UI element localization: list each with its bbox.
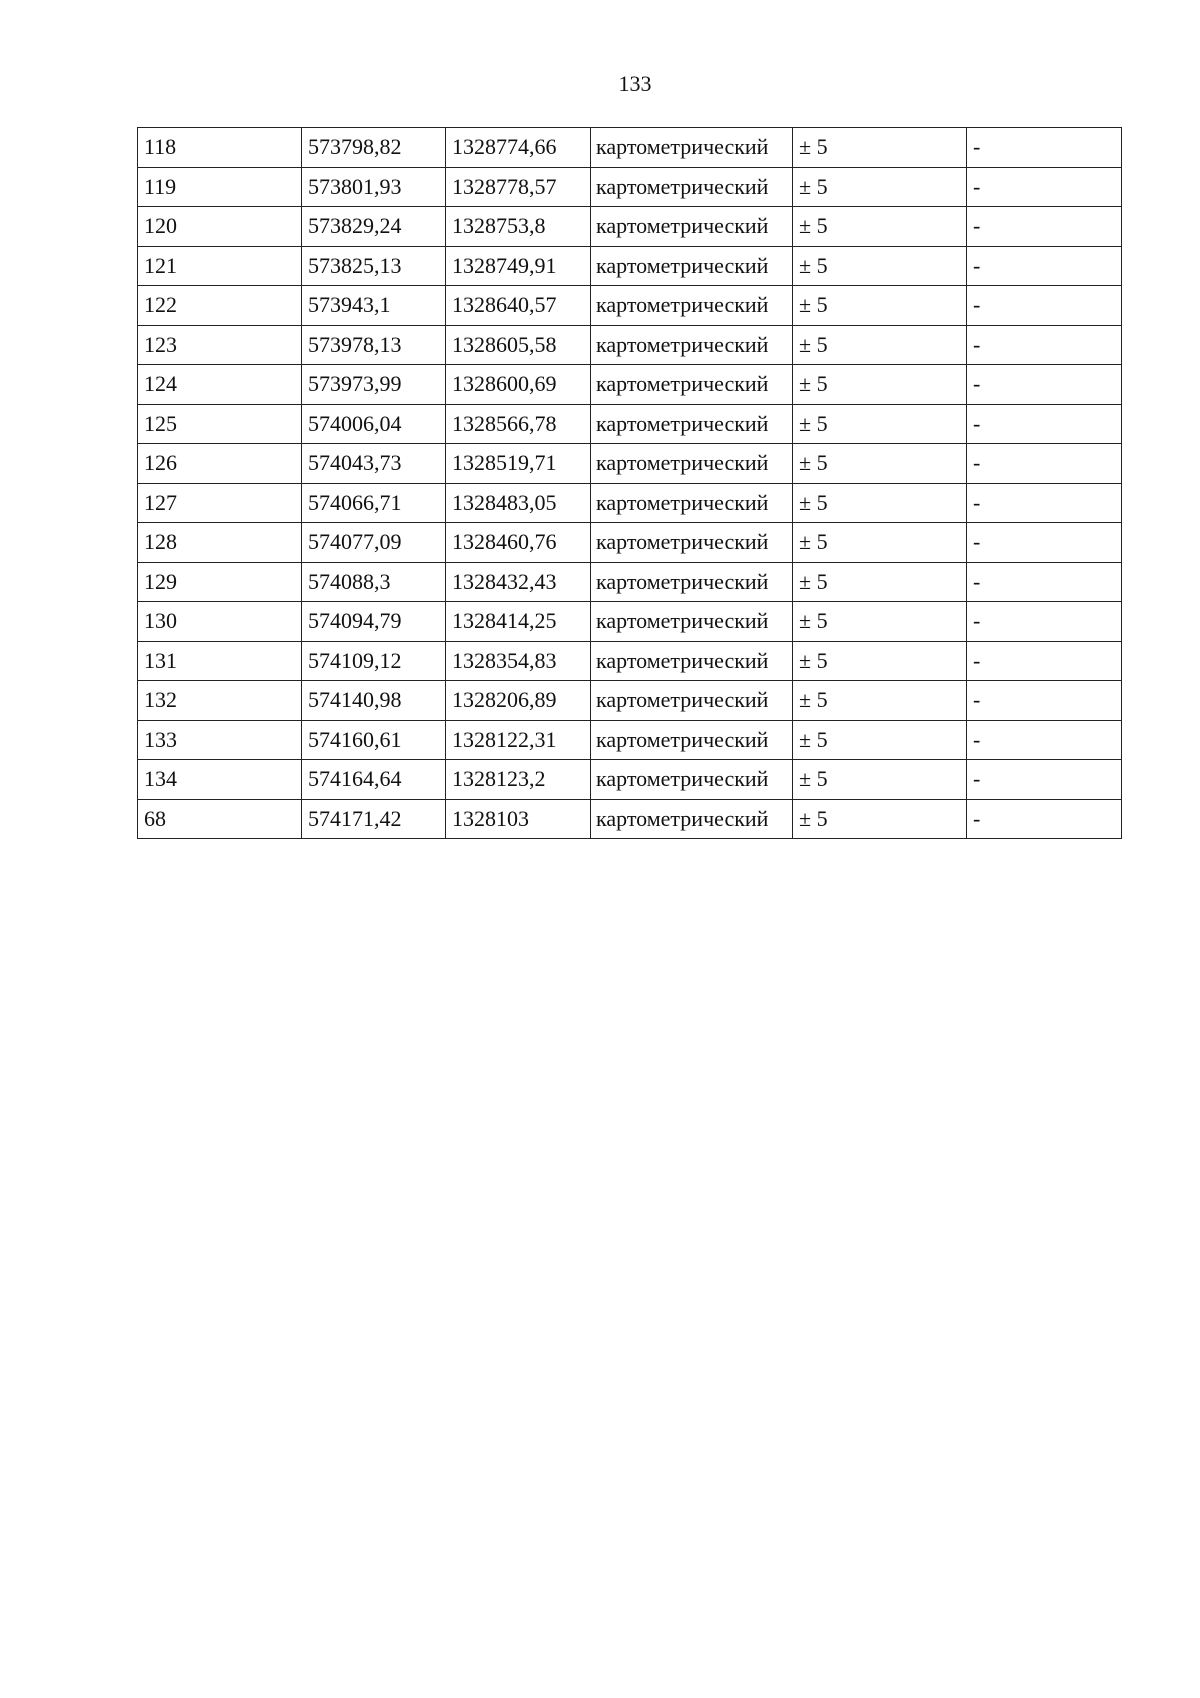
cell-point-number: 125 [138, 404, 302, 444]
cell-coordinate-y: 1328778,57 [446, 167, 591, 207]
cell-coordinate-x: 574066,71 [302, 483, 446, 523]
cell-point-number: 123 [138, 325, 302, 365]
table-row [138, 483, 1122, 523]
cell-coordinate-x: 574043,73 [302, 444, 446, 484]
cell-point-number: 126 [138, 444, 302, 484]
cell-point-number: 127 [138, 483, 302, 523]
cell-coordinate-y: 1328519,71 [446, 444, 591, 484]
cell-coordinate-y: 1328749,91 [446, 246, 591, 286]
cell-method: картометрический [591, 404, 793, 444]
cell-method: картометрический [591, 720, 793, 760]
cell-description: - [967, 207, 1122, 247]
cell-coordinate-x: 573829,24 [302, 207, 446, 247]
cell-coordinate-y: 1328432,43 [446, 562, 591, 602]
cell-description: - [967, 523, 1122, 563]
cell-point-number: 118 [138, 128, 302, 168]
cell-coordinate-y: 1328483,05 [446, 483, 591, 523]
cell-coordinate-y: 1328753,8 [446, 207, 591, 247]
cell-coordinate-y: 1328123,2 [446, 760, 591, 800]
cell-accuracy: ± 5 [793, 562, 967, 602]
cell-method: картометрический [591, 167, 793, 207]
cell-accuracy: ± 5 [793, 167, 967, 207]
cell-method: картометрический [591, 325, 793, 365]
cell-method: картометрический [591, 681, 793, 721]
coordinates-table [137, 127, 1122, 839]
cell-accuracy: ± 5 [793, 404, 967, 444]
cell-method: картометрический [591, 365, 793, 405]
cell-point-number: 122 [138, 286, 302, 326]
cell-point-number: 68 [138, 799, 302, 839]
cell-accuracy: ± 5 [793, 602, 967, 642]
page-number: 133 [618, 71, 652, 96]
cell-accuracy: ± 5 [793, 207, 967, 247]
cell-method: картометрический [591, 799, 793, 839]
table-row [138, 444, 1122, 484]
cell-point-number: 124 [138, 365, 302, 405]
table-row [138, 286, 1122, 326]
cell-coordinate-y: 1328354,83 [446, 641, 591, 681]
cell-method: картометрический [591, 444, 793, 484]
cell-accuracy: ± 5 [793, 681, 967, 721]
table-row [138, 207, 1122, 247]
cell-point-number: 119 [138, 167, 302, 207]
cell-point-number: 121 [138, 246, 302, 286]
cell-point-number: 128 [138, 523, 302, 563]
cell-point-number: 134 [138, 760, 302, 800]
cell-description: - [967, 167, 1122, 207]
cell-method: картометрический [591, 483, 793, 523]
cell-accuracy: ± 5 [793, 246, 967, 286]
cell-description: - [967, 641, 1122, 681]
cell-accuracy: ± 5 [793, 444, 967, 484]
cell-description: - [967, 246, 1122, 286]
cell-description: - [967, 760, 1122, 800]
cell-point-number: 133 [138, 720, 302, 760]
cell-accuracy: ± 5 [793, 760, 967, 800]
cell-coordinate-y: 1328103 [446, 799, 591, 839]
cell-accuracy: ± 5 [793, 641, 967, 681]
cell-coordinate-x: 573973,99 [302, 365, 446, 405]
cell-coordinate-x: 573825,13 [302, 246, 446, 286]
cell-coordinate-y: 1328206,89 [446, 681, 591, 721]
table-row [138, 246, 1122, 286]
cell-coordinate-y: 1328605,58 [446, 325, 591, 365]
table-row [138, 167, 1122, 207]
cell-description: - [967, 128, 1122, 168]
cell-description: - [967, 444, 1122, 484]
cell-coordinate-y: 1328640,57 [446, 286, 591, 326]
cell-coordinate-x: 574160,61 [302, 720, 446, 760]
cell-coordinate-y: 1328122,31 [446, 720, 591, 760]
table-row [138, 404, 1122, 444]
table-row [138, 128, 1122, 168]
cell-coordinate-y: 1328414,25 [446, 602, 591, 642]
table-row [138, 681, 1122, 721]
cell-coordinate-x: 574088,3 [302, 562, 446, 602]
table-row [138, 325, 1122, 365]
cell-coordinate-x: 573798,82 [302, 128, 446, 168]
cell-description: - [967, 720, 1122, 760]
cell-accuracy: ± 5 [793, 720, 967, 760]
table-row [138, 720, 1122, 760]
cell-coordinate-x: 574171,42 [302, 799, 446, 839]
cell-description: - [967, 799, 1122, 839]
table-row [138, 523, 1122, 563]
cell-method: картометрический [591, 207, 793, 247]
cell-method: картометрический [591, 246, 793, 286]
cell-method: картометрический [591, 128, 793, 168]
coordinates-table-body [138, 128, 1122, 839]
cell-description: - [967, 325, 1122, 365]
table-row [138, 602, 1122, 642]
cell-description: - [967, 365, 1122, 405]
cell-point-number: 132 [138, 681, 302, 721]
table-row [138, 365, 1122, 405]
cell-coordinate-x: 574164,64 [302, 760, 446, 800]
cell-point-number: 130 [138, 602, 302, 642]
cell-method: картометрический [591, 523, 793, 563]
cell-coordinate-y: 1328600,69 [446, 365, 591, 405]
cell-accuracy: ± 5 [793, 325, 967, 365]
cell-coordinate-x: 574140,98 [302, 681, 446, 721]
cell-coordinate-x: 574077,09 [302, 523, 446, 563]
cell-description: - [967, 681, 1122, 721]
cell-accuracy: ± 5 [793, 483, 967, 523]
cell-coordinate-y: 1328566,78 [446, 404, 591, 444]
cell-coordinate-y: 1328460,76 [446, 523, 591, 563]
cell-description: - [967, 404, 1122, 444]
table-row [138, 760, 1122, 800]
cell-accuracy: ± 5 [793, 128, 967, 168]
cell-accuracy: ± 5 [793, 365, 967, 405]
cell-point-number: 129 [138, 562, 302, 602]
cell-point-number: 120 [138, 207, 302, 247]
cell-description: - [967, 562, 1122, 602]
cell-coordinate-y: 1328774,66 [446, 128, 591, 168]
cell-accuracy: ± 5 [793, 523, 967, 563]
cell-method: картометрический [591, 602, 793, 642]
table-row [138, 799, 1122, 839]
cell-method: картометрический [591, 286, 793, 326]
cell-method: картометрический [591, 760, 793, 800]
table-row [138, 562, 1122, 602]
table-row [138, 641, 1122, 681]
cell-coordinate-x: 574109,12 [302, 641, 446, 681]
cell-coordinate-x: 573943,1 [302, 286, 446, 326]
cell-description: - [967, 286, 1122, 326]
cell-description: - [967, 483, 1122, 523]
cell-coordinate-x: 574094,79 [302, 602, 446, 642]
cell-point-number: 131 [138, 641, 302, 681]
cell-coordinate-x: 573801,93 [302, 167, 446, 207]
cell-coordinate-x: 573978,13 [302, 325, 446, 365]
cell-accuracy: ± 5 [793, 799, 967, 839]
cell-coordinate-x: 574006,04 [302, 404, 446, 444]
cell-method: картометрический [591, 562, 793, 602]
cell-accuracy: ± 5 [793, 286, 967, 326]
cell-description: - [967, 602, 1122, 642]
cell-method: картометрический [591, 641, 793, 681]
